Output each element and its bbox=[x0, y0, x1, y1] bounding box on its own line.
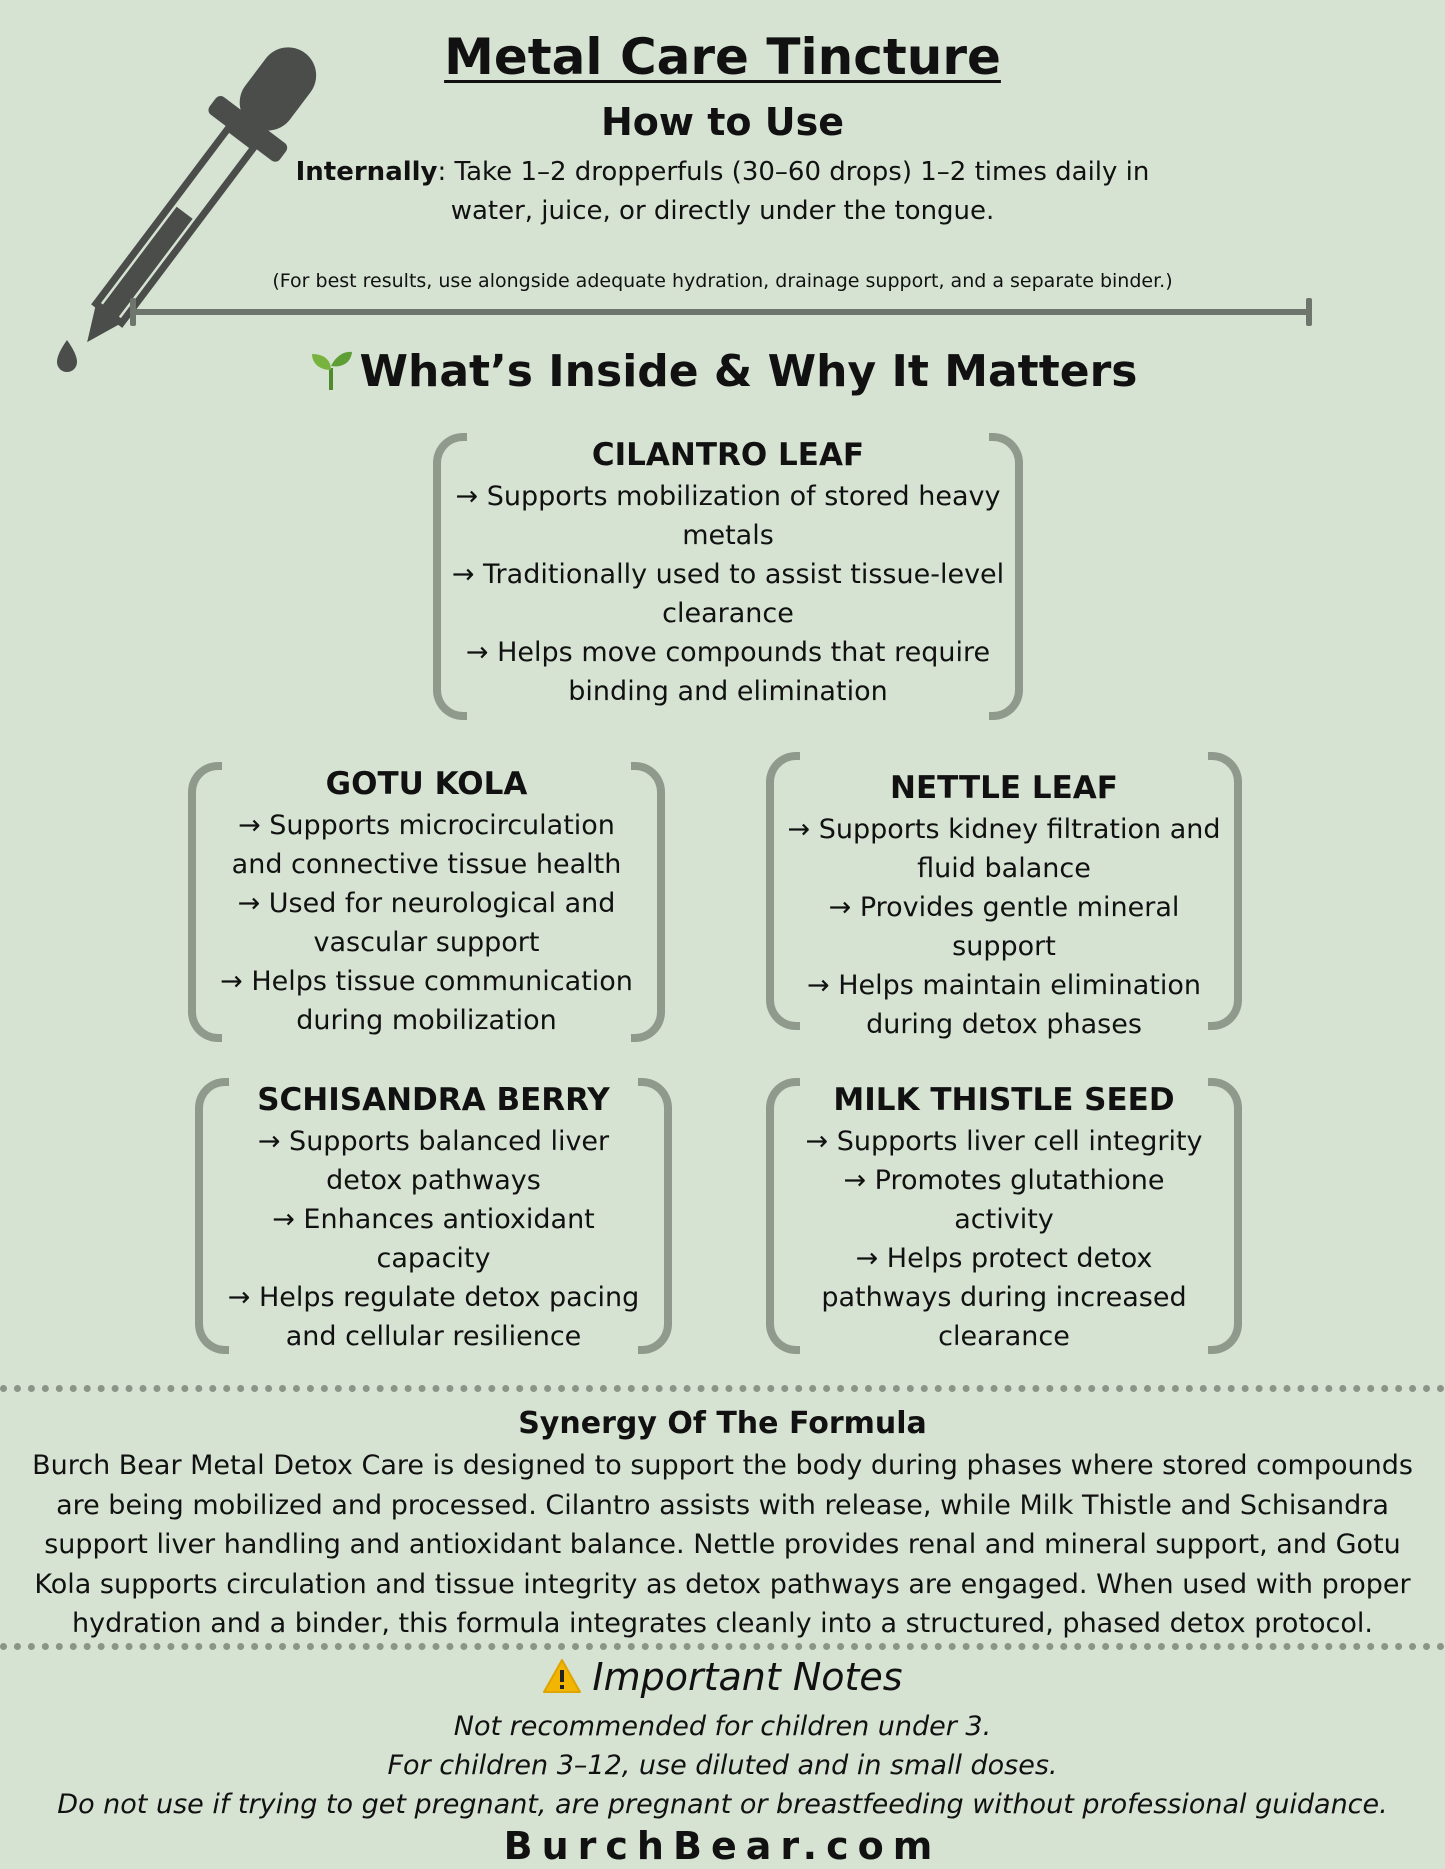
herb-card-schisandra-berry bbox=[195, 1078, 672, 1354]
herb-line: → Promotes glutathione bbox=[843, 1165, 1165, 1196]
bracket-right bbox=[989, 433, 1023, 720]
dotted-divider-top bbox=[0, 1385, 1445, 1392]
herb-line: detox pathways bbox=[326, 1165, 541, 1196]
bracket-right bbox=[1208, 752, 1242, 1030]
section-title-text: What’s Inside & Why It Matters bbox=[359, 346, 1138, 397]
notes-title bbox=[0, 1655, 1445, 1699]
herb-name: MILK THISTLE SEED bbox=[833, 1082, 1175, 1118]
usage-note: (For best results, use alongside adequate hydration, drainage support, and a separate binder.) bbox=[272, 270, 1173, 292]
bracket-left bbox=[188, 762, 222, 1042]
herb-line: → Supports balanced liver bbox=[257, 1126, 610, 1157]
herb-name: GOTU KOLA bbox=[325, 766, 528, 802]
website-link[interactable]: BurchBear.com bbox=[503, 1824, 942, 1868]
warning-icon bbox=[542, 1658, 582, 1694]
herb-line: → Helps tissue communication bbox=[220, 966, 633, 997]
how-to-use-heading: How to Use bbox=[601, 100, 844, 144]
herb-line: → Provides gentle mineral bbox=[828, 892, 1180, 923]
bracket-left bbox=[195, 1078, 229, 1354]
section-title bbox=[0, 346, 1445, 397]
divider-cap-right bbox=[1306, 298, 1312, 326]
herb-line: → Helps regulate detox pacing bbox=[227, 1282, 640, 1313]
synergy-body: Burch Bear Metal Detox Care is designed to support the body during phases where stored compounds are being mobilized and processed. Cilantro assists with release, while Milk Thistle and Schisandra support liver handling and antioxidant balance. Nettle provides renal and mineral support, and Gotu Kola supports circulation and tissue integrity as detox pathways are engaged. When used with proper hydration and a binder, this formula integrates cleanly into a structured, phased detox protocol. bbox=[32, 1450, 1413, 1639]
herb-line: → Helps maintain elimination bbox=[807, 970, 1201, 1001]
herb-line: fluid balance bbox=[917, 853, 1091, 884]
herb-line: during detox phases bbox=[866, 1009, 1142, 1040]
herb-card-cilantro bbox=[433, 433, 1023, 720]
herb-line: clearance bbox=[938, 1321, 1070, 1352]
note-line: Do not use if trying to get pregnant, are pregnant or breastfeeding without professional guidance. bbox=[57, 1789, 1388, 1820]
herb-line: → Helps move compounds that require bbox=[465, 637, 991, 668]
herb-line: during mobilization bbox=[296, 1005, 557, 1036]
note-line: For children 3–12, use diluted and in small doses. bbox=[387, 1750, 1058, 1781]
divider-rule bbox=[132, 309, 1310, 315]
herb-card-gotu-kola bbox=[188, 762, 665, 1042]
herb-line: → Supports kidney filtration and bbox=[787, 814, 1221, 845]
herb-line: clearance bbox=[662, 598, 794, 629]
herb-line: → Supports mobilization of stored heavy bbox=[455, 481, 1001, 512]
herb-line: and connective tissue health bbox=[231, 849, 622, 880]
herb-line: → Enhances antioxidant bbox=[272, 1204, 595, 1235]
herb-line: pathways during increased bbox=[821, 1282, 1187, 1313]
bracket-left bbox=[766, 1078, 800, 1354]
herb-line: → Traditionally used to assist tissue-level bbox=[451, 559, 1005, 590]
herb-line: vascular support bbox=[313, 927, 540, 958]
herb-name: SCHISANDRA BERRY bbox=[257, 1082, 610, 1118]
herb-line: metals bbox=[682, 520, 774, 551]
herb-line: → Supports microcirculation bbox=[238, 810, 615, 841]
herb-line: → Supports liver cell integrity bbox=[805, 1126, 1203, 1157]
usage-label: Internally bbox=[295, 157, 438, 187]
dotted-divider-bottom bbox=[0, 1643, 1445, 1650]
herb-line: capacity bbox=[376, 1243, 491, 1274]
bracket-right bbox=[638, 1078, 672, 1354]
herb-name: NETTLE LEAF bbox=[890, 770, 1118, 806]
synergy-title: Synergy Of The Formula bbox=[518, 1406, 927, 1441]
herb-line: and cellular resilience bbox=[285, 1321, 582, 1352]
herb-line: binding and elimination bbox=[568, 676, 888, 707]
notes-title-text: Important Notes bbox=[592, 1655, 903, 1699]
herb-line: support bbox=[952, 931, 1056, 962]
herb-card-nettle-leaf bbox=[766, 752, 1242, 1040]
bracket-right bbox=[1208, 1078, 1242, 1354]
herb-line: → Used for neurological and bbox=[237, 888, 616, 919]
divider-cap-left bbox=[130, 298, 136, 326]
usage-instructions bbox=[260, 153, 1185, 231]
bracket-left bbox=[766, 752, 800, 1030]
bracket-right bbox=[631, 762, 665, 1042]
herb-name: CILANTRO LEAF bbox=[591, 437, 865, 473]
usage-text: : Take 1–2 dropperfuls (30–60 drops) 1–2 times daily in water, juice, or directly under the tongue. bbox=[437, 157, 1150, 226]
page-title: Metal Care Tincture bbox=[444, 28, 1001, 86]
seedling-icon bbox=[308, 348, 354, 392]
note-line: Not recommended for children under 3. bbox=[453, 1711, 992, 1742]
bracket-left bbox=[433, 433, 467, 720]
herb-line: → Helps protect detox bbox=[855, 1243, 1153, 1274]
herb-card-milk-thistle-seed bbox=[766, 1078, 1242, 1354]
herb-line: activity bbox=[954, 1204, 1054, 1235]
